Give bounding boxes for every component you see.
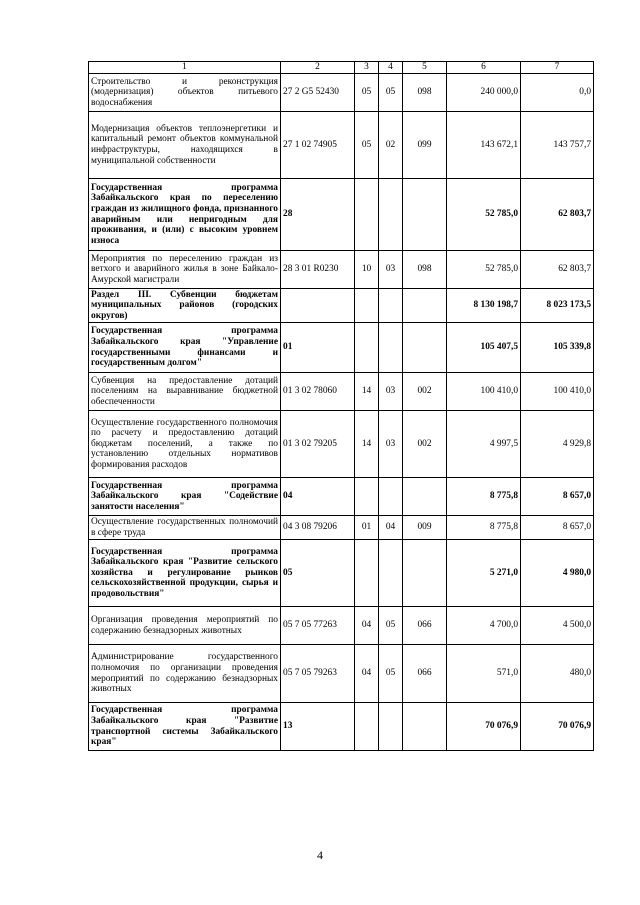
row-expense-type-cell: 066 bbox=[403, 645, 447, 703]
column-header: 2 bbox=[281, 62, 355, 74]
row-amount-col7-cell: 4 929,8 bbox=[521, 411, 594, 478]
row-amount-col7-cell: 8 657,0 bbox=[521, 516, 594, 540]
table-row bbox=[89, 516, 594, 540]
table-row bbox=[89, 540, 594, 607]
row-name-cell: Раздел III. Субвенции бюджетам муниципальных районов (городских округов) bbox=[89, 289, 281, 323]
row-section-cell: 05 bbox=[355, 74, 379, 112]
row-name-cell: Осуществление государственных полномочий в сфере труда bbox=[89, 516, 281, 540]
row-code-cell: 01 3 02 79205 bbox=[281, 411, 355, 478]
row-subsection-cell: 05 bbox=[379, 74, 403, 112]
row-amount-col6-cell: 4 997,5 bbox=[447, 411, 521, 478]
row-subsection-cell: 03 bbox=[379, 373, 403, 411]
row-expense-type-cell: 009 bbox=[403, 516, 447, 540]
row-name-cell: Государственная программа Забайкальского края "Развитие транспортной системы Забайкальского края" bbox=[89, 703, 281, 751]
row-amount-col6-cell: 8 775,8 bbox=[447, 478, 521, 516]
row-section-cell: 04 bbox=[355, 645, 379, 703]
row-amount-col7-cell: 105 339,8 bbox=[521, 323, 594, 373]
row-amount-col7-cell: 143 757,7 bbox=[521, 112, 594, 179]
row-code-cell: 13 bbox=[281, 703, 355, 751]
row-name-cell: Государственная программа Забайкальского края "Содействие занятости населения" bbox=[89, 478, 281, 516]
row-code-cell: 01 3 02 78060 bbox=[281, 373, 355, 411]
row-amount-col7-cell: 8 023 173,5 bbox=[521, 289, 594, 323]
table-row bbox=[89, 112, 594, 179]
table-row bbox=[89, 645, 594, 703]
row-amount-col7-cell: 4 980,0 bbox=[521, 540, 594, 607]
row-expense-type-cell bbox=[403, 179, 447, 251]
row-subsection-cell: 02 bbox=[379, 112, 403, 179]
row-amount-col6-cell: 8 775,8 bbox=[447, 516, 521, 540]
row-code-cell: 04 bbox=[281, 478, 355, 516]
row-amount-col6-cell: 5 271,0 bbox=[447, 540, 521, 607]
row-code-cell: 04 3 08 79206 bbox=[281, 516, 355, 540]
row-expense-type-cell: 098 bbox=[403, 74, 447, 112]
row-amount-col6-cell: 143 672,1 bbox=[447, 112, 521, 179]
row-amount-col7-cell: 480,0 bbox=[521, 645, 594, 703]
column-header: 1 bbox=[89, 62, 281, 74]
table-row bbox=[89, 411, 594, 478]
row-code-cell: 28 bbox=[281, 179, 355, 251]
row-expense-type-cell bbox=[403, 323, 447, 373]
table-row bbox=[89, 323, 594, 373]
table-row bbox=[89, 251, 594, 289]
table-row bbox=[89, 703, 594, 751]
table-row bbox=[89, 74, 594, 112]
row-code-cell: 27 1 02 74905 bbox=[281, 112, 355, 179]
column-header: 7 bbox=[521, 62, 594, 74]
row-code-cell: 28 3 01 R0230 bbox=[281, 251, 355, 289]
row-subsection-cell bbox=[379, 323, 403, 373]
row-code-cell bbox=[281, 289, 355, 323]
row-subsection-cell bbox=[379, 540, 403, 607]
row-code-cell: 05 7 05 79263 bbox=[281, 645, 355, 703]
column-header: 3 bbox=[355, 62, 379, 74]
table-row bbox=[89, 607, 594, 645]
row-name-cell: Администрирование государственного полномочия по организации проведения мероприятий по содержанию безнадзорных животных bbox=[89, 645, 281, 703]
row-code-cell: 05 bbox=[281, 540, 355, 607]
row-amount-col6-cell: 4 700,0 bbox=[447, 607, 521, 645]
column-header: 6 bbox=[447, 62, 521, 74]
row-subsection-cell: 04 bbox=[379, 516, 403, 540]
row-amount-col6-cell: 105 407,5 bbox=[447, 323, 521, 373]
row-name-cell: Организация проведения мероприятий по содержанию безнадзорных животных bbox=[89, 607, 281, 645]
column-number-row bbox=[89, 62, 594, 74]
table-row bbox=[89, 289, 594, 323]
row-amount-col6-cell: 52 785,0 bbox=[447, 251, 521, 289]
column-header: 4 bbox=[379, 62, 403, 74]
row-amount-col7-cell: 100 410,0 bbox=[521, 373, 594, 411]
row-section-cell bbox=[355, 179, 379, 251]
table-row bbox=[89, 179, 594, 251]
row-section-cell: 04 bbox=[355, 607, 379, 645]
row-amount-col6-cell: 70 076,9 bbox=[447, 703, 521, 751]
row-amount-col7-cell: 62 803,7 bbox=[521, 251, 594, 289]
row-amount-col6-cell: 571,0 bbox=[447, 645, 521, 703]
row-subsection-cell bbox=[379, 179, 403, 251]
row-amount-col7-cell: 62 803,7 bbox=[521, 179, 594, 251]
row-name-cell: Государственная программа Забайкальского края "Развитие сельского хозяйства и регулирование рынков сельскохозяйственной продукции, сырья и продовольствия" bbox=[89, 540, 281, 607]
row-expense-type-cell: 002 bbox=[403, 373, 447, 411]
column-header: 5 bbox=[403, 62, 447, 74]
row-subsection-cell: 05 bbox=[379, 645, 403, 703]
row-expense-type-cell bbox=[403, 289, 447, 323]
row-subsection-cell bbox=[379, 703, 403, 751]
row-expense-type-cell: 099 bbox=[403, 112, 447, 179]
row-section-cell: 01 bbox=[355, 516, 379, 540]
row-section-cell: 10 bbox=[355, 251, 379, 289]
row-amount-col7-cell: 0,0 bbox=[521, 74, 594, 112]
row-amount-col7-cell: 8 657,0 bbox=[521, 478, 594, 516]
row-expense-type-cell: 098 bbox=[403, 251, 447, 289]
row-section-cell bbox=[355, 540, 379, 607]
page-number: 4 bbox=[317, 848, 323, 862]
row-code-cell: 27 2 G5 52430 bbox=[281, 74, 355, 112]
row-section-cell bbox=[355, 478, 379, 516]
row-subsection-cell: 03 bbox=[379, 251, 403, 289]
budget-table bbox=[88, 61, 594, 751]
row-amount-col7-cell: 4 500,0 bbox=[521, 607, 594, 645]
row-name-cell: Осуществление государственного полномочия по расчету и предоставлению дотаций бюджетам поселений, а также по установлению отдельных нормативов формирования расходов bbox=[89, 411, 281, 478]
row-expense-type-cell bbox=[403, 540, 447, 607]
row-name-cell: Субвенция на предоставление дотаций поселениям на выравнивание бюджетной обеспеченности bbox=[89, 373, 281, 411]
row-code-cell: 01 bbox=[281, 323, 355, 373]
table-body bbox=[89, 74, 594, 751]
row-expense-type-cell bbox=[403, 703, 447, 751]
row-amount-col6-cell: 52 785,0 bbox=[447, 179, 521, 251]
row-name-cell: Строительство и реконструкция (модернизация) объектов питьевого водоснабжения bbox=[89, 74, 281, 112]
row-name-cell: Мероприятия по переселению граждан из ветхого и аварийного жилья в зоне Байкало-Амурской магистрали bbox=[89, 251, 281, 289]
row-section-cell bbox=[355, 289, 379, 323]
row-section-cell: 14 bbox=[355, 411, 379, 478]
row-section-cell: 14 bbox=[355, 373, 379, 411]
row-section-cell: 05 bbox=[355, 112, 379, 179]
row-expense-type-cell: 066 bbox=[403, 607, 447, 645]
row-amount-col7-cell: 70 076,9 bbox=[521, 703, 594, 751]
row-expense-type-cell bbox=[403, 478, 447, 516]
row-amount-col6-cell: 100 410,0 bbox=[447, 373, 521, 411]
row-amount-col6-cell: 240 000,0 bbox=[447, 74, 521, 112]
row-section-cell bbox=[355, 703, 379, 751]
row-subsection-cell bbox=[379, 478, 403, 516]
row-subsection-cell: 03 bbox=[379, 411, 403, 478]
row-subsection-cell bbox=[379, 289, 403, 323]
row-name-cell: Государственная программа Забайкальского края "Управление государственными финансами и государственным долгом" bbox=[89, 323, 281, 373]
row-amount-col6-cell: 8 130 198,7 bbox=[447, 289, 521, 323]
row-name-cell: Модернизация объектов теплоэнергетики и капитальный ремонт объектов коммунальной инфраструктуры, находящихся в муниципальной собственности bbox=[89, 112, 281, 179]
row-subsection-cell: 05 bbox=[379, 607, 403, 645]
row-expense-type-cell: 002 bbox=[403, 411, 447, 478]
row-code-cell: 05 7 05 77263 bbox=[281, 607, 355, 645]
row-name-cell: Государственная программа Забайкальского края по переселению граждан из жилищного фонда, признанного аварийным или непригодным для проживания, и (или) с высоким уровнем износа bbox=[89, 179, 281, 251]
row-section-cell bbox=[355, 323, 379, 373]
table-row bbox=[89, 373, 594, 411]
table-row bbox=[89, 478, 594, 516]
